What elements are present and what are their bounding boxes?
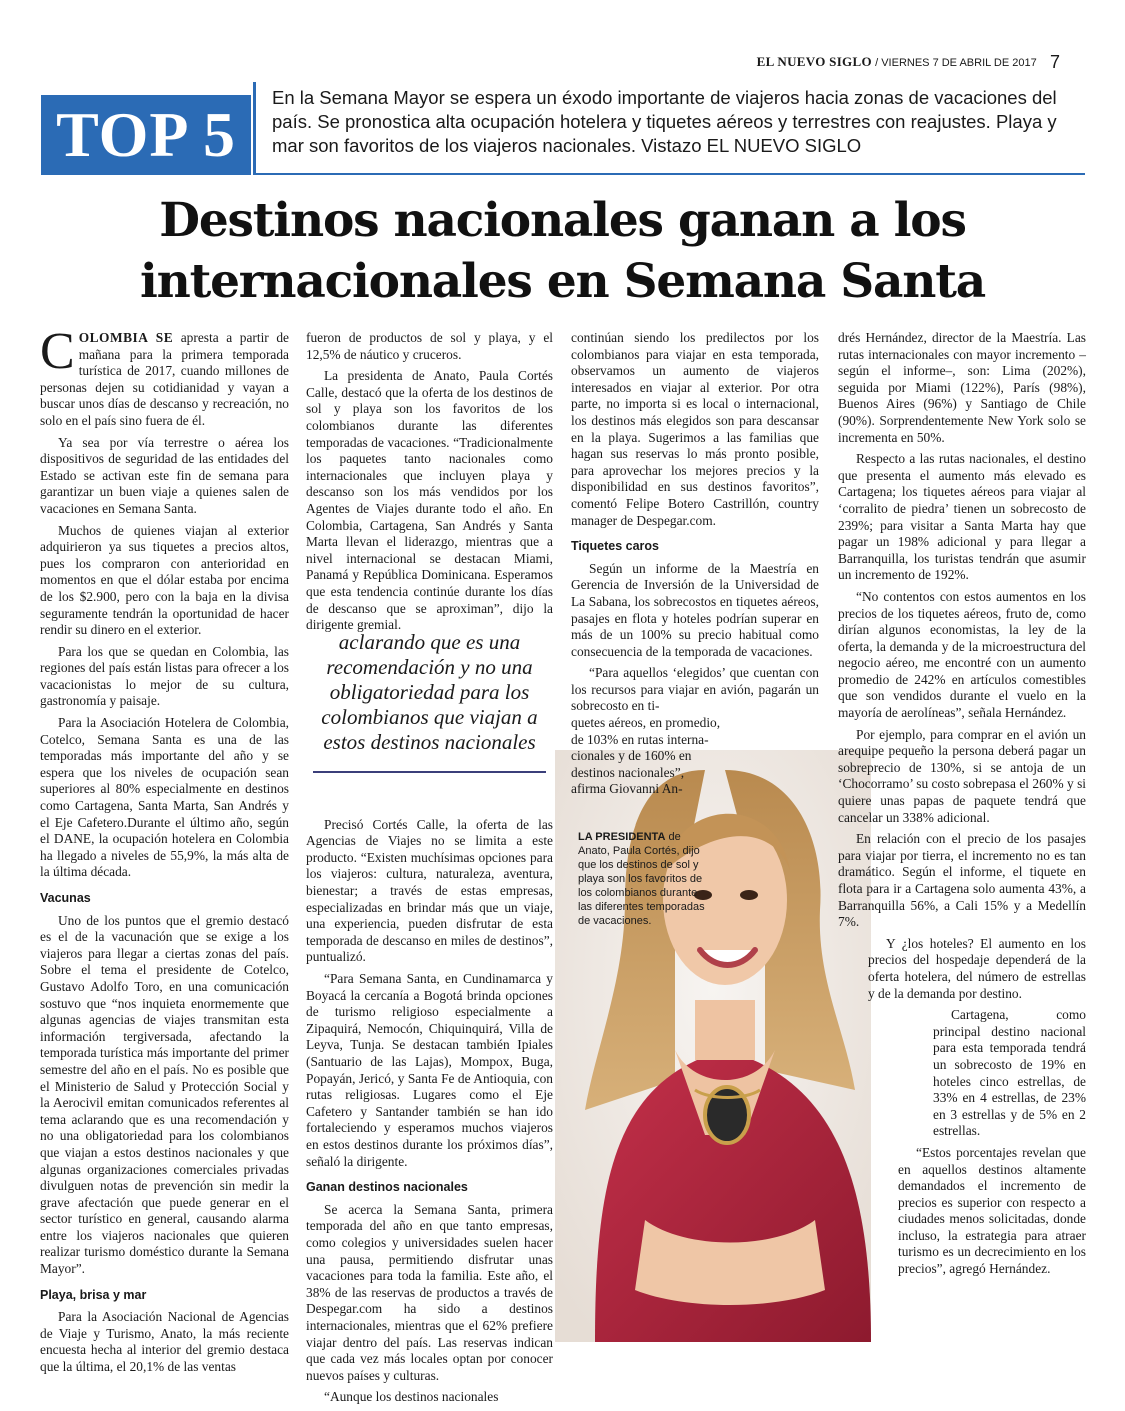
newspaper-name: EL NUEVO SIGLO (756, 54, 872, 69)
text-line: afirma Giovanni An- (571, 781, 683, 797)
paragraph: Para los que se quedan en Colombia, las regiones del país están listas para ofrecer a los vacacionistas lo mejor de su cultura, gastronomía y paisaje. (40, 643, 289, 709)
lead-paragraph (40, 323, 289, 430)
subhead-ganan: Ganan destinos nacionales (306, 1180, 468, 1195)
headline-line-2: internacionales en Semana Santa (139, 254, 986, 309)
pull-quote: aclarando que es una recomendación y no una obligatoriedad para los colombianos que viajan a estos destinos nacionales (321, 630, 538, 754)
subhead-playa: Playa, brisa y mar (40, 1287, 147, 1302)
paragraph: Por ejemplo, para comprar en el avión un arequipe pequeño la persona deberá pagar un sobreprecio de 130%, si se antoja de un ‘Chocorramo’ su costo sobrepasa el 260% y si quiere unas papas de paquete tendrá que cancelar un 338% adicional. (838, 726, 1086, 825)
headline-line-1: Destinos nacionales ganan a los (159, 193, 966, 248)
column-3 (571, 330, 819, 798)
paragraph: Precisó Cortés Calle, la oferta de las Agencias de Viajes no se limita a este producto. “Existen muchísimas opciones para los viajeros: cultura, naturaleza, aventura, bienestar; a través de estas empresas, especializadas en brindar más que un viaje, una experiencia, pueden disfrutar de esta temporada de descanso en miles de destinos”, puntualizó. (306, 816, 553, 965)
paragraph: En relación con el precio de los pasajes para viajar por tierra, el incremento no es tan dramático. Según el informe, el tiquete en flota para ir a Cartagena solo aumenta 43%, a Barranquilla 56%, a Cali 15% y a Medellín 7%. (838, 831, 1086, 930)
paragraph: “Aunque los destinos nacionales (324, 1389, 499, 1405)
paragraph: “Para Semana Santa, en Cundinamarca y Boyacá la cercanía a Bogotá brinda opciones de turismo religioso especialmente a Zipaquirá, Nemocón, Chiquinquirá, Villa de Leyva, Tunja. Se destacan también Ipiales (Santuario de las Lajas), Mompox, Buga, Popayán, Jericó, y Santa Fe de Antioquia, con rutas religiosas. Lugares como el Eje Cafetero y Santander también se han ido fortaleciendo y esperamos muchos viajeros en estos destinos durante los próximos días”, señaló la dirigente. (306, 971, 553, 1169)
text-line: cionales y de 160% en (571, 748, 692, 764)
issue-date: / VIERNES 7 DE ABRIL DE 2017 (875, 57, 1037, 69)
paragraph: Según un informe de la Maestría en Gerencia de Inversión de la Universidad de La Sabana, los sobrecostos en tiquetes aéreos, pasajes en flota y hoteles podrían superar en más de un 100% su precio habitual como consecuencia de la temporada de vacaciones. (571, 560, 819, 659)
subhead-vacunas: Vacunas (40, 891, 91, 905)
paragraph: La presidenta de Anato, Paula Cortés Calle, destacó que la oferta de los destinos de sol y playa son los favoritos de los colombianos durante las diferentes temporadas de vacaciones. “Tradicionalmente los paquetes tanto nacionales como internacionales que incluyen playa y descanso son los más vendidos por los Agentes de Viajes durante todo el año. En Colombia, Cartagena, San Andrés y Santa Marta llevan el liderazgo, mientras que a nivel internacional se destacan Miami, Panamá y República Dominicana. Esperamos que esta tendencia continúe durante los días de descanso que se aproximan”, dijo la dirigente gremial. (306, 368, 553, 633)
top5-badge: TOP 5 (41, 95, 251, 175)
paragraph: Y ¿los hoteles? El aumento en los precios del hospedaje dependerá de la oferta hotelera, del número de estrellas y de la demanda por destino. (868, 935, 1086, 1001)
paragraph: Cartagena, como principal destino nacional para esta temporada tendrá un sobrecosto de 19% en hoteles cinco estrellas, de 33% en 4 estrellas, de 23% en 3 estrellas y de 5% en 2 estrellas. (933, 1007, 1086, 1139)
intro-text: En la Semana Mayor se espera un éxodo importante de viajeros hacia zonas de vacaciones del país. Se pronostica alta ocupación hotelera y tiquetes aéreos y terrestres con reajustes. Playa y mar son favoritos de los viajeros nacionales. Vistazo EL NUEVO SIGLO (272, 87, 1057, 156)
paragraph: drés Hernández, director de la Maestría. Las rutas internacionales con mayor incremento –según el informe–, son: Lima (202%), seguida por Miami (122%), París (98%), Buenos Aires (96%) y Santiago de Chile (90%). Sorprendentemente New York solo se incrementa en 50%. (838, 330, 1086, 445)
paragraph: Para la Asociación Nacional de Agencias de Viaje y Turismo, Anato, la más reciente encuesta hecha al interior del gremio destaca que la última, el 20,1% de las ventas (40, 1309, 289, 1375)
intro-divider (253, 82, 256, 175)
paragraph-wrap (571, 715, 761, 798)
drop-cap: C (40, 323, 75, 380)
column-2 (306, 330, 553, 1411)
caption-lead: LA PRESIDENTA (578, 831, 666, 843)
text-line: de 103% en rutas interna- (571, 731, 709, 747)
paragraph: Para la Asociación Hotelera de Colombia, Cotelco, Semana Santa es una de las temporadas más importante del año y se espera que los niveles de ocupación sean superiores al 80% especialmente en destinos como Cartagena, Santa Marta, San Andrés y el Eje Cafetero.Durante el último año, según el DANE, la ocupación hotelera en Colombia ha llegado a niveles de 55,9%, la más alta de la última década. (40, 715, 289, 880)
paragraph: fueron de productos de sol y playa, y el 12,5% de náutico y cruceros. (306, 330, 553, 362)
paragraph: Muchos de quienes viajan al exterior adquirieron ya sus tiquetes a precios altos, pues los compraron con anterioridad en momentos en que el dólar estaba por encima de los $2.900, pero con la baja en la divisa seguramente tendrán la oportunidad de hacer rendir su dinero en el exterior. (40, 522, 289, 638)
lead-caps: OLOMBIA SE (78, 330, 174, 345)
column-1 (40, 323, 289, 1381)
paragraph: Respecto a las rutas nacionales, el destino que presenta el aumento más elevado es Cartagena; los tiquetes aéreos para viajar al ‘corralito de piedra’ tienen un sobrecosto de 239%; para visitar a Santa Marta hay que pagar un 198% adicional y para llegar a Barranquilla, los turistas tendrán que asumir un incremento de 192%. (838, 451, 1086, 583)
paragraph: “Estos porcentajes revelan que en aquellos destinos altamente demandados el incremento de precios es superior con respecto a ciudades menos solicitadas, donde incluso, la estrategia para atraer turismo es un decrecimiento en los precios”, agregó Hernández. (898, 1144, 1086, 1277)
paragraph: Se acerca la Semana Santa, primera temporada del año en que tanto empresas, como colegios y universidades suelen hacer una pausa, permitiendo disfrutar unas vacaciones para toda la familia. Este año, el 38% de las reservas de productos a través de Despegar.com ha sido a destinos internacionales, mientras que el 62% prefiere viajar dentro del país. Las reservas indican que cada vez más locales optan por conocer nuevos países y culturas. (306, 1201, 553, 1383)
text-line: quetes aéreos, en promedio, (571, 715, 721, 731)
subhead-tiquetes: Tiquetes caros (571, 539, 660, 554)
paragraph: continúan siendo los predilectos por los colombianos para viajar en esta temporada, observamos un aumento de viajeros interesados en viajar al exterior. Por otra parte, no importa si es local o internacional, los destinos más elegidos son para descansar en la playa. Sugerimos a las familias que hagan sus reservas lo más pronto posible, para aprovechar los mejores precios y la disponibilidad en sus destinos favoritos”, comentó Felipe Botero Castrillón, country manager de Despegar.com. (571, 330, 819, 528)
headline (40, 190, 1085, 312)
paragraph: apresta a partir de mañana para la primera temporada turística de 2017, cuando millones de personas dejen su cotidianidad y vayan a buscar unos días de descanso y recreación, no solo en el país sino fuera de él. (40, 330, 289, 428)
page-number: 7 (1049, 52, 1060, 72)
page-header (300, 50, 1060, 74)
photo-caption (578, 830, 708, 928)
paragraph: Ya sea por vía terrestre o aérea los dispositivos de seguridad de las entidades del Estado se activan este fin de semana para garantizar un buen viaje a quienes salen de vacaciones en Semana Santa. (40, 434, 289, 516)
column-4 (838, 330, 1086, 1283)
caption-text: de Anato, Paula Cortés, dijo que los destinos de sol y playa son los favoritos de los colombianos durante las diferentes temporadas de vacaciones. (578, 831, 705, 927)
pull-quote-rule (313, 771, 546, 773)
banner-rule (253, 173, 1085, 175)
paragraph: “Para aquellos ‘elegidos’ que cuentan con los recursos para viajar en avión, pagarán un sobrecosto en ti- (571, 665, 819, 714)
paragraph: “No contentos con estos aumentos en los precios de los tiquetes aéreos, fruto de, como dirían algunos economistas, la ley de la oferta, la demanda y de la microestructura del negocio aéreo, me encontré con un aumento promedio de 242% en artículos comestibles que son vendidos durante el vuelo en la mayoría de aerolíneas”, señala Hernández. (838, 588, 1086, 721)
paragraph: Uno de los puntos que el gremio destacó es el de la vacunación que se exige a los viajeros para llegar a ciertas zonas del país. Sobre el tema el presidente de Cotelco, Gustavo Adolfo Toro, en una comunicación sostuvo que “nos inquieta enormemente que algunas agencias de viajes transmitan esta información tergiversada, afectando la temporada turística más importante del primer semestre del año en el país. No es posible que el Ministerio de Salud y Protección Social y la Aerocivil emitan comunicados referentes al tema aclarando que es una recomendación y no una obligatoriedad para los colombianos que viajan a estos destinos nacionales y que algunas organizaciones comerciales privadas divulguen notas de prevención sin medir la grave afectación que puede generar en el sector turístico en general, causando alarma entre los viajeros nacionales que quieren realizar turismo doméstico durante la Semana Mayor”. (40, 912, 289, 1277)
text-line: destinos nacionales”, (571, 764, 685, 780)
